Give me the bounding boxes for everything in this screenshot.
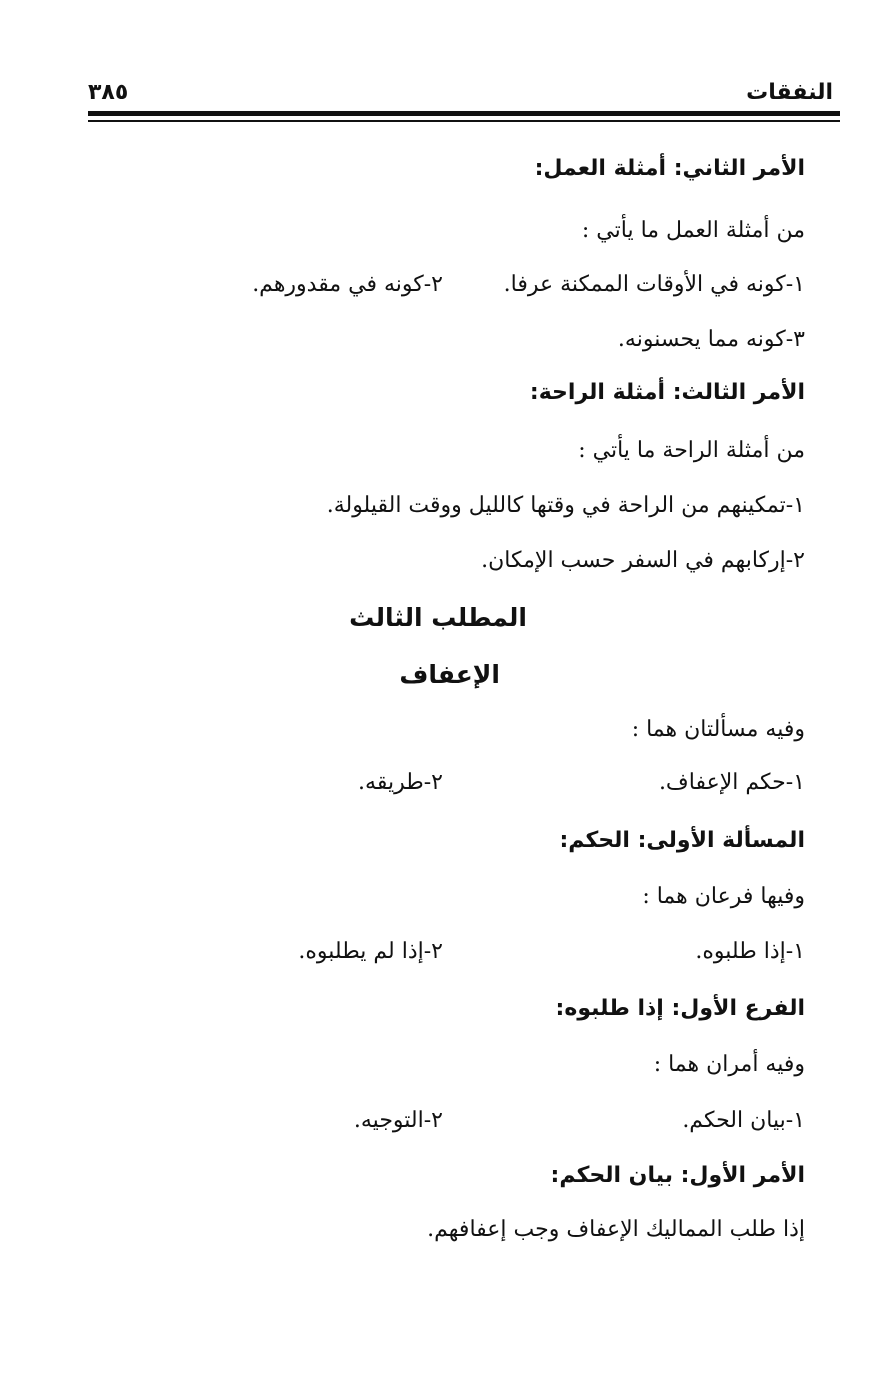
heading-ruling-statement: الأمر الأول: بيان الحكم:	[550, 1163, 805, 1188]
header-rule-thick	[88, 111, 840, 116]
paragraph-line: وفيها فرعان هما :	[642, 884, 805, 909]
section-heading: المطلب الثالث	[349, 603, 527, 632]
heading-rest-examples: الأمر الثالث: أمثلة الراحة:	[529, 380, 805, 405]
heading-first-issue: المسألة الأولى: الحكم:	[559, 828, 805, 853]
list-item: ٢-كونه في مقدورهم.	[252, 272, 443, 297]
list-item: ٢-طريقه.	[358, 770, 443, 795]
paragraph-line: من أمثلة الراحة ما يأتي :	[578, 438, 805, 463]
page-number: ٣٨٥	[88, 80, 129, 105]
paragraph-line: وفيه مسألتان هما :	[631, 717, 805, 742]
section-subheading: الإعفاف	[399, 660, 500, 689]
paragraph-line: إذا طلب المماليك الإعفاف وجب إعفافهم.	[427, 1217, 805, 1242]
list-item: ٢-التوجيه.	[353, 1108, 443, 1133]
list-item: ٣-كونه مما يحسنونه.	[617, 327, 805, 352]
list-item: ٢-إذا لم يطلبوه.	[298, 939, 443, 964]
heading-first-branch: الفرع الأول: إذا طلبوه:	[555, 996, 805, 1021]
list-item: ١-بيان الحكم.	[682, 1108, 805, 1133]
paragraph-line: وفيه أمران هما :	[653, 1052, 805, 1077]
paragraph-line: من أمثلة العمل ما يأتي :	[581, 218, 805, 243]
list-item: ١-إذا طلبوه.	[695, 939, 805, 964]
list-item: ٢-إركابهم في السفر حسب الإمكان.	[481, 548, 805, 573]
heading-work-examples: الأمر الثاني: أمثلة العمل:	[534, 156, 805, 181]
running-header-title: النفقات	[746, 80, 833, 105]
list-item: ١-كونه في الأوقات الممكنة عرفا.	[503, 272, 805, 297]
list-item: ١-تمكينهم من الراحة في وقتها كالليل ووقت القيلولة.	[326, 493, 805, 518]
header-rule-thin	[88, 120, 840, 122]
list-item: ١-حكم الإعفاف.	[658, 770, 805, 795]
